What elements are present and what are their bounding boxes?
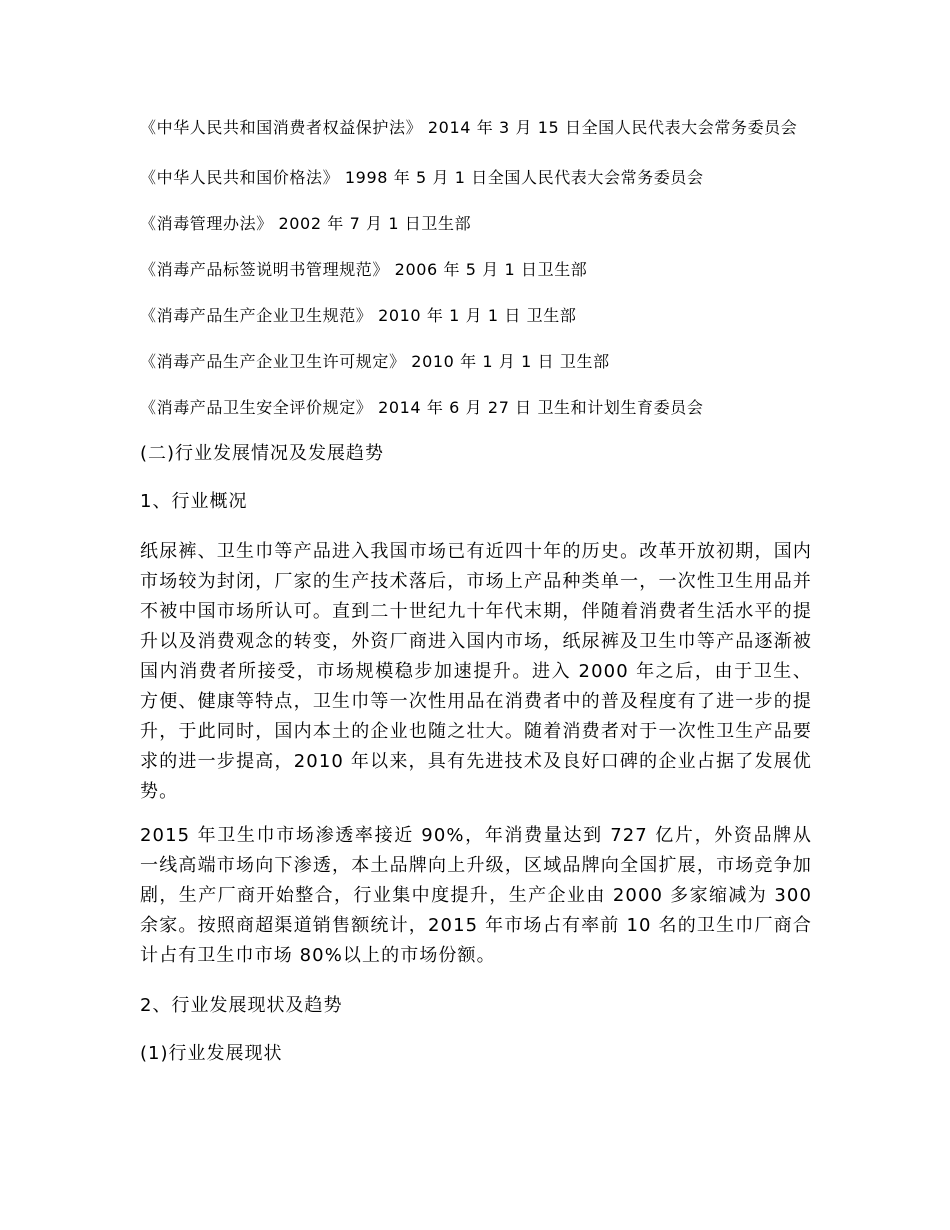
- section-heading: (二)行业发展情况及发展趋势: [140, 443, 385, 464]
- regulation-item: 《消毒产品卫生安全评价规定》 2014 年 6 月 27 日 卫生和计划生育委员会: [140, 398, 704, 417]
- document-body: [140, 115, 812, 1089]
- regulation-item: 《消毒产品标签说明书管理规范》 2006 年 5 月 1 日卫生部: [140, 260, 588, 279]
- regulation-item: 《消毒管理办法》 2002 年 7 月 1 日卫生部: [140, 214, 472, 233]
- subheading-development-status-trend: 2、行业发展现状及趋势: [140, 995, 343, 1016]
- paragraph-market-2015: 2015 年卫生巾市场渗透率接近 90%，年消费量达到 727 亿片，外资品牌从一线高端市场向下渗透，本土品牌向上升级，区域品牌向全国扩展，市场竞争加剧，生产厂商开始整合，行业集中度提升，生产企业由 2000 多家缩减为 300 余家。按照商超渠道销售额统计，2015 年市场占有率前 10 名的卫生巾厂商合计占有卫生巾市场 80%以上的市场份额。: [140, 825, 812, 966]
- subheading-industry-overview: 1、行业概况: [140, 491, 248, 512]
- subheading-development-status: (1)行业发展现状: [140, 1043, 283, 1064]
- paragraph-industry-history: 纸尿裤、卫生巾等产品进入我国市场已有近四十年的历史。改革开放初期，国内市场较为封闭，厂家的生产技术落后，市场上产品种类单一，一次性卫生用品并不被中国市场所认可。直到二十世纪九十年代末期，伴随着消费者生活水平的提升以及消费观念的转变，外资厂商进入国内市场，纸尿裤及卫生巾等产品逐渐被国内消费者所接受，市场规模稳步加速提升。进入 2000 年之后，由于卫生、方便、健康等特点，卫生巾等一次性用品在消费者中的普及程度有了进一步的提升，于此同时，国内本土的企业也随之壮大。随着消费者对于一次性卫生产品要求的进一步提高，2010 年以来，具有先进技术及良好口碑的企业占据了发展优势。: [140, 541, 812, 802]
- regulation-item: 《消毒产品生产企业卫生规范》 2010 年 1 月 1 日 卫生部: [140, 306, 577, 325]
- regulation-item: 《中华人民共和国消费者权益保护法》 2014 年 3 月 15 日全国人民代表大会常务委员会: [140, 118, 798, 137]
- regulation-item: 《中华人民共和国价格法》 1998 年 5 月 1 日全国人民代表大会常务委员会: [140, 168, 704, 187]
- regulation-item: 《消毒产品生产企业卫生许可规定》 2010 年 1 月 1 日 卫生部: [140, 352, 610, 371]
